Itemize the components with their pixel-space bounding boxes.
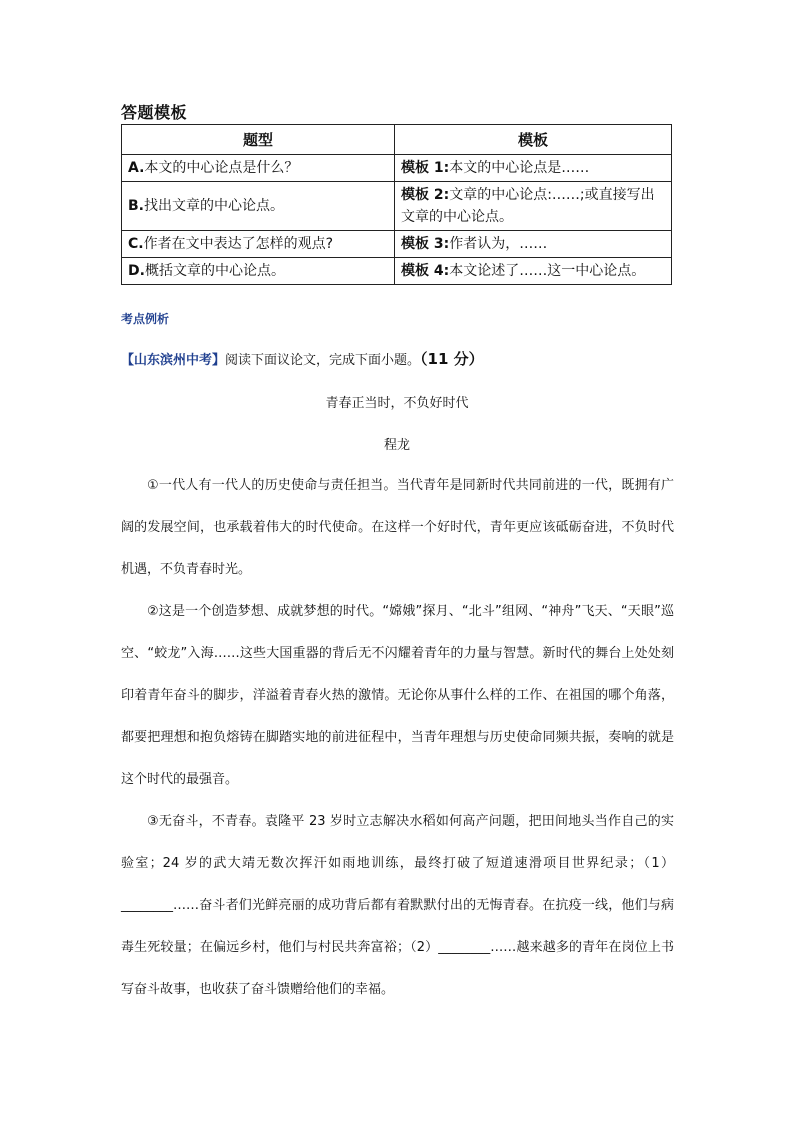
header-template: 模板 — [395, 125, 672, 155]
template-label: 模板 2: — [401, 187, 450, 203]
row-text: 作者在文中表达了怎样的观点? — [143, 236, 334, 252]
table-row — [122, 231, 672, 258]
template-text: 文章的中心论点:……;或直接写出文章的中心论点。 — [401, 187, 655, 225]
section-title: 答题模板 — [121, 103, 188, 122]
question-score: （11 分） — [420, 350, 484, 368]
row-text: 本文的中心论点是什么？ — [144, 160, 299, 176]
template-label: 模板 1: — [401, 160, 450, 176]
table-row — [122, 182, 672, 231]
question-type-cell — [122, 231, 395, 258]
article-paragraph-3: ③无奋斗，不青春。袁隆平 23 岁时立志解决水稻如何高产问题，把田间地头当作自己的实验室；24 岁的武大靖无数次挥汗如雨地训练，最终打破了短道速滑项目世界纪录；（1）________……奋斗者们光鲜亮丽的成功背后都有着默默付出的无悔青春。在抗疫一线，他们与病毒生死较量；在偏远乡村，他们与村民共奔富裕；（2）________……越来越多的青年在岗位上书写奋斗故事，也收获了奋斗馈赠给他们的幸福。 — [121, 814, 674, 997]
row-label: D. — [128, 263, 145, 279]
question-type-cell — [122, 155, 395, 182]
row-label: A. — [128, 160, 145, 176]
question-type-cell — [122, 182, 395, 231]
template-text: 作者认为，…… — [449, 236, 548, 252]
question-source: 【山东滨州中考】 — [121, 353, 226, 368]
question-type-cell — [122, 258, 395, 285]
table-row — [122, 258, 672, 285]
template-cell — [395, 231, 672, 258]
article-title: 青春正当时，不负好时代 — [325, 396, 469, 411]
template-text: 本文的中心论点是…… — [449, 160, 590, 176]
row-text: 概括文章的中心论点。 — [144, 263, 285, 279]
question-prompt — [121, 348, 681, 369]
template-cell — [395, 258, 672, 285]
template-label: 模板 3: — [401, 236, 450, 252]
table-header-row — [122, 125, 672, 155]
article-author: 程龙 — [383, 438, 410, 453]
row-text: 找出文章的中心论点。 — [144, 198, 284, 214]
template-label: 模板 4: — [401, 263, 450, 279]
answer-template-table — [121, 124, 672, 285]
template-cell — [395, 182, 672, 231]
article-paragraph-1: ①一代人有一代人的历史使命与责任担当。当代青年是同新时代共同前进的一代，既拥有广阔的发展空间，也承载着伟大的时代使命。在这样一个好时代，青年更应该砥砺奋进，不负时代机遇，不负青春时光。 — [121, 478, 674, 577]
row-label: C. — [128, 236, 144, 252]
row-label: B. — [128, 198, 144, 214]
header-question-type: 题型 — [122, 125, 395, 155]
template-cell — [395, 155, 672, 182]
template-text: 本文论述了……这一中心论点。 — [449, 263, 646, 279]
table-row — [122, 155, 672, 182]
example-subtitle: 考点例析 — [121, 312, 170, 326]
question-text: 阅读下面议论文，完成下面小题。 — [225, 353, 421, 368]
article-paragraph-2: ②这是一个创造梦想、成就梦想的时代。“嫦娥”探月、“北斗”组网、“神舟”飞天、“天眼”巡空、“蛟龙”入海……这些大国重器的背后无不闪耀着青年的力量与智慧。新时代的舞台上处处刻印着青年奋斗的脚步，洋溢着青春火热的激情。无论你从事什么样的工作、在祖国的哪个角落，都要把理想和抱负熔铸在脚踏实地的前进征程中，当青年理想与历史使命同频共振，奏响的就是这个时代的最强音。 — [121, 604, 674, 787]
